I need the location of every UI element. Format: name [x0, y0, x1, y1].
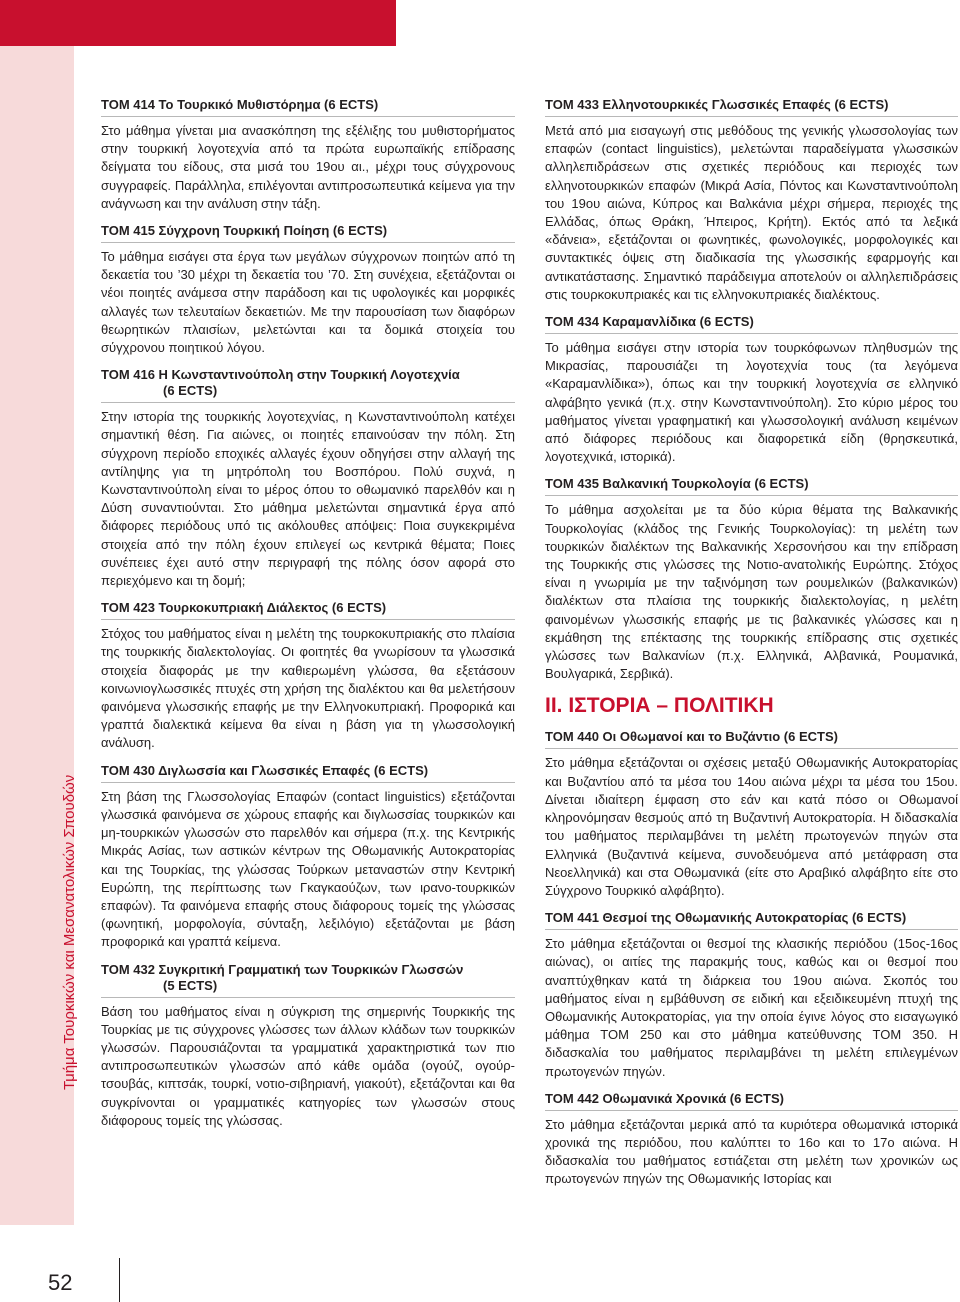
right-column [545, 97, 958, 1199]
course-tom-442 [545, 1091, 958, 1189]
course-title [101, 962, 515, 998]
course-tom-415 [101, 223, 515, 357]
course-title [101, 367, 515, 403]
course-description: Στο μάθημα εξετάζονται οι σχέσεις μεταξύ Οθωμανικής Αυτοκρατορίας και Βυζαντίου από τα μέσα του 14ου αιώνα μέχρι τα μέσα του 15ου. Δίνεται ιδιαίτερη έμφαση στο εάν και κατά πόσο οι Οθωμανοί κληρονόμησαν θεσμούς από τη Βυζαντινή Αυτοκρατορία. Η διδασκαλία του μαθήματος περιλαμβάνει τη μελέτη πρωτογενών πηγών στα Ελληνικά (Βυζαντινά κείμενα, συνοδευόμενα από μετάφραση στα Νεοελληνικά) και στα Οθωμανικά (είτε στο Αραβικό αλφάβητο είτε στο Σύγχρονο Τουρκικό αλφάβητο). [545, 755, 958, 898]
left-column [101, 97, 515, 1140]
course-tom-434 [545, 314, 958, 466]
course-title: ΤΟΜ 415 Σύγχρονη Τουρκική Ποίηση (6 ECTS) [101, 223, 515, 243]
course-description: Βάση του μαθήματος είναι η σύγκριση της σημερινής Τουρκικής της Τουρκίας με τις σύγχρονες γλώσσες των άλλων κλάδων των τουρκικών γλωσσών. Παρουσιάζονται τα γραμματικά χαρακτηριστικά των πιο αντιπροσωπευτικών γλωσσών από κάθε ομάδα (ογούζ, ογούρ-τσουβάς, κιπτσάκ, τουρκί, νοτιο-σιβηριανή, γιακούτ), εξετάζονται και θα συγκρίνονται οι γραμματικές κατηγορίες των γλωσσών στους διάφορους τομείς της γλώσσας. [101, 1003, 515, 1128]
course-tom-430 [101, 763, 515, 952]
course-description: Στο μάθημα εξετάζονται μερικά από τα κυριότερα οθωμανικά ιστορικά χρονικά της περιόδου, που καλύπτει το 16ο και το 17ο αιώνα. Η διδασκαλία του μαθήματος εστιάζεται στη μελέτη των χρονικών ως πρωτογενών πηγών της Οθωμανικής Ιστορίας και [545, 1116, 958, 1187]
course-description: Το μάθημα ασχολείται με τα δύο κύρια θέματα της Βαλκανικής Τουρκολογίας (κλάδος της Γενικής Τουρκολογίας): τη μελέτη των τουρκικών διαλέκτων της Βαλκανικής Χερσονήσου και την επίδραση της Τουρκικής στις γλώσσες της Νοτιο-ανατολικής Ευρώπης. Στόχος είναι η γνωριμία με την ταξινόμηση των ρουμελικών (βαλκανικών) διαλέκτων στα πλαίσια της τουρκικής διαλεκτολογίας, η μελέτη φαινομένων γλωσσικής επαφής με τις βαλκανικές γλώσσες και η εκμάθηση της επέκτασης της τουρκικής επίδρασης στις σχετικές γλώσσες των Βαλκανίων (π.χ. Ελληνικά, Αλβανικά, Ρουμανικά, Βουλγαρικά, Σερβικά). [545, 502, 958, 682]
course-title: ΤΟΜ 433 Ελληνοτουρκικές Γλωσσικές Επαφές (6 ECTS) [545, 97, 958, 117]
course-tom-440 [545, 729, 958, 900]
course-tom-423 [101, 600, 515, 752]
course-description: Το μάθημα εισάγει στα έργα των μεγάλων σύγχρονων ποιητών από τη δεκαετία του ’30 μέχρι τη δεκαετία του ’70. Στη συνέχεια, εξετάζονται οι νέοι ποιητές ανάμεσα στην παράδοση και τις υφολογικές και μορφικές αλλαγές των τελευταίων δεκαετιών. Με την παρουσίαση των διαφόρων θεωρητικών πλαισίων, μελετώνται και τα δομικά στοιχεία του σύγχρονου ποιητικού λόγου. [101, 249, 515, 356]
course-description: Στο μάθημα γίνεται μια ανασκόπηση της εξέλιξης του μυθιστορήματος στην τουρκική λογοτεχνία από τα πρώτα ευρωπαϊκής επίδρασης δείγματα του είδους, στα μισά του 19ου αι., μέχρι τους σύγχρονους συγγραφείς. Παράλληλα, επιλέγονται αντιπροσωπευτικά κείμενα για την ανάγνωση και την ανάλυση στην τάξη. [101, 123, 515, 211]
course-tom-435 [545, 476, 958, 683]
department-name: Τμήμα Τουρκικών και Μεσανατολικών Σπουδών [61, 774, 78, 1090]
course-title: ΤΟΜ 430 Διγλωσσία και Γλωσσικές Επαφές (6 ECTS) [101, 763, 515, 783]
course-title: ΤΟΜ 440 Οι Οθωμανοί και το Βυζάντιο (6 ECTS) [545, 729, 958, 749]
course-tom-416 [101, 367, 515, 590]
page-number: 52 [48, 1270, 73, 1295]
course-description: Στόχος του μαθήματος είναι η μελέτη της τουρκοκυπριακής στο πλαίσια της τουρκικής διαλεκτολογίας. Οι φοιτητές θα γνωρίσουν τα γλωσσικά στοιχεία διαφοράς με την καθιερωμένη γλώσσα, θα εξετάσουν κοινωνιογλωσσικές πτυχές στη χρήση της διαλέκτου και θα μελετήσουν φαινόμενα γλωσσικής επαφής με την Ελληνοκυπριακή. Προφορικά και γραπτά διαλεκτικά κείμενα θα είναι η βάση για τη γλωσσολογική ανάλυση. [101, 626, 515, 751]
course-title: ΤΟΜ 423 Τουρκοκυπριακή Διάλεκτος (6 ECTS) [101, 600, 515, 620]
course-title-ects: (5 ECTS) [163, 977, 218, 993]
course-title: ΤΟΜ 435 Βαλκανική Τουρκολογία (6 ECTS) [545, 476, 958, 496]
course-description: Στη βάση της Γλωσσολογίας Επαφών (contact linguistics) εξετάζονται γλωσσικά φαινόμενα σε χώρους επαφής και διγλωσσίας τουρκικών και μη-τουρκικών γλωσσών στο παρελθόν και σήμερα (π.χ. της Κεντρικής Μικράς Ασίας, των αστικών κέντρων της Οθωμανικής Αυτοκρατορίας και της Τουρκίας, της γλώσσας Τούρκων μεταναστών στην Κεντρική Ευρώπη, της περίπτωσης των Γκαγκαούζων, των ιρανο-τουρκικών επαφών). Τα φαινόμενα επαφής στους διάφορους τομείς της γλώσσας (φωνητική, μορφολογία, σύνταξη, λεξιλόγιο) εξετάζονται με βάση προφορικά και γραπτά κείμενα. [101, 788, 515, 950]
course-title: ΤΟΜ 441 Θεσμοί της Οθωμανικής Αυτοκρατορίας (6 ECTS) [545, 910, 958, 930]
section-heading: II. ΙΣΤΟΡΙΑ – ΠΟΛΙΤΙΚΗ [545, 694, 774, 718]
course-title: ΤΟΜ 442 Οθωμανικά Χρονικά (6 ECTS) [545, 1091, 958, 1111]
course-title: ΤΟΜ 414 Το Τουρκικό Μυθιστόρημα (6 ECTS) [101, 97, 515, 117]
course-title-main: ΤΟΜ 432 Συγκριτική Γραμματική των Τουρκικών Γλωσσών [101, 961, 464, 977]
top-accent-bar [0, 0, 396, 46]
course-tom-432 [101, 962, 515, 1130]
course-title-main: ΤΟΜ 416 Η Κωνσταντινούπολη στην Τουρκική Λογοτεχνία [101, 367, 460, 383]
course-description: Στην ιστορία της τουρκικής λογοτεχνίας, η Κωνσταντινούπολη κατέχει σημαντική θέση. Για αιώνες, οι ποιητές επαινούσαν την πόλη. Στη σύγχρονη περίοδο εποχικές αλλαγές έχουν οδηγήσει στην αλλαγή της αντίληψης για τη μητρόπολη του Βοσπόρου. Πολύ συχνά, η Κωνσταντινούπολη είναι το μέρος όπου το οθωμανικό παρελθόν και η Δύση συναντιούνται. Στο μάθημα μελετώνται σημαντικά έργα από διάφορες περιόδους υπό τις ακόλουθες απόψεις: Ποια συγκεκριμένα στοιχεία από την πόλη έχουν επιλεγεί ως κεντρικά θέματα; Ποιες συνέπειες έχει αυτό στην περιγραφή της πόλης όσον αφορά στο περιεχόμενο και τη δομή; [101, 409, 515, 589]
course-title: ΤΟΜ 434 Καραμανλίδικα (6 ECTS) [545, 314, 958, 334]
course-description: Στο μάθημα εξετάζονται οι θεσμοί της κλασικής περιόδου (15ος-16ος αιώνας), οι αιτίες της παρακμής τους, καθώς και οι θεσμοί που αναπτύχθηκαν κατά τη διάρκεια του 19ου αιώνα. Σκοπός του μαθήματος είναι η εμβάθυνση σε ειδική και εξειδικευμένη πτυχή της Οθωμανικής Αυτοκρατορίας, για την οποία έγινε λόγος στο εισαγωγικό μάθημα ΤΟΜ 250 και στο μάθημα κατεύθυνσης ΤΟΜ 350. Η διδασκαλία του μαθήματος περιλαμβάνει τη μελέτη επιλεγμένων πρωτογενών πηγών. [545, 936, 958, 1079]
course-tom-433 [545, 97, 958, 304]
course-description: Το μάθημα εισάγει στην ιστορία των τουρκόφωνων πληθυσμών της Μικρασίας, παρουσιάζει τη λογοτεχνία τους (τα λεγόμενα «Καραμανλίδικα»), όπως και την τουρκική λογοτεχνία σε ελληνικό αλφάβητο γενικά (π.χ. στην Κωνσταντινούπολη). Στο κύριο μέρος του μαθήματος γίνεται γραφηματική και γλωσσολογική ανάλυση κειμένων από διάφορες περιόδους και διαφορετικά είδη (θρησκευτικά, λογοτεχνικά, ιστορικά). [545, 340, 958, 465]
page-number-divider [119, 1258, 120, 1302]
course-tom-414 [101, 97, 515, 213]
course-description: Μετά από μια εισαγωγή στις μεθόδους της γενικής γλωσσολογίας των επαφών (contact linguistics), μελετώνται παραδείγματα γλωσσικών αλληλεπιδράσεων στις σχετικές περιόδους και περιοχές των ελληνοτουρκικών επαφών (Μικρά Ασία, Πόντος και Κωνσταντινούπολη του 19ου αιώνα, Κύπρος και Βαλκάνια μέχρι σήμερα, περιοχές της Ελλάδας, όπως Θράκη, Ήπειρος, Κρήτη). Εκτός από τα λεξικά «δάνεια», εξετάζονται οι φωνητικές, φωνολογικές, μορφολογικές και συντακτικές όψεις στη διαδικασία της γλωσσικής εφαρμογής και αντικατάστασης. Σημαντικό παράδειγμα αποτελούν οι αλληλεπιδράσεις στις τουρκοκυπριακές και τις ελληνοκυπριακές διαλέκτους. [545, 123, 958, 302]
course-tom-441 [545, 910, 958, 1081]
course-title-ects: (6 ECTS) [163, 383, 218, 399]
